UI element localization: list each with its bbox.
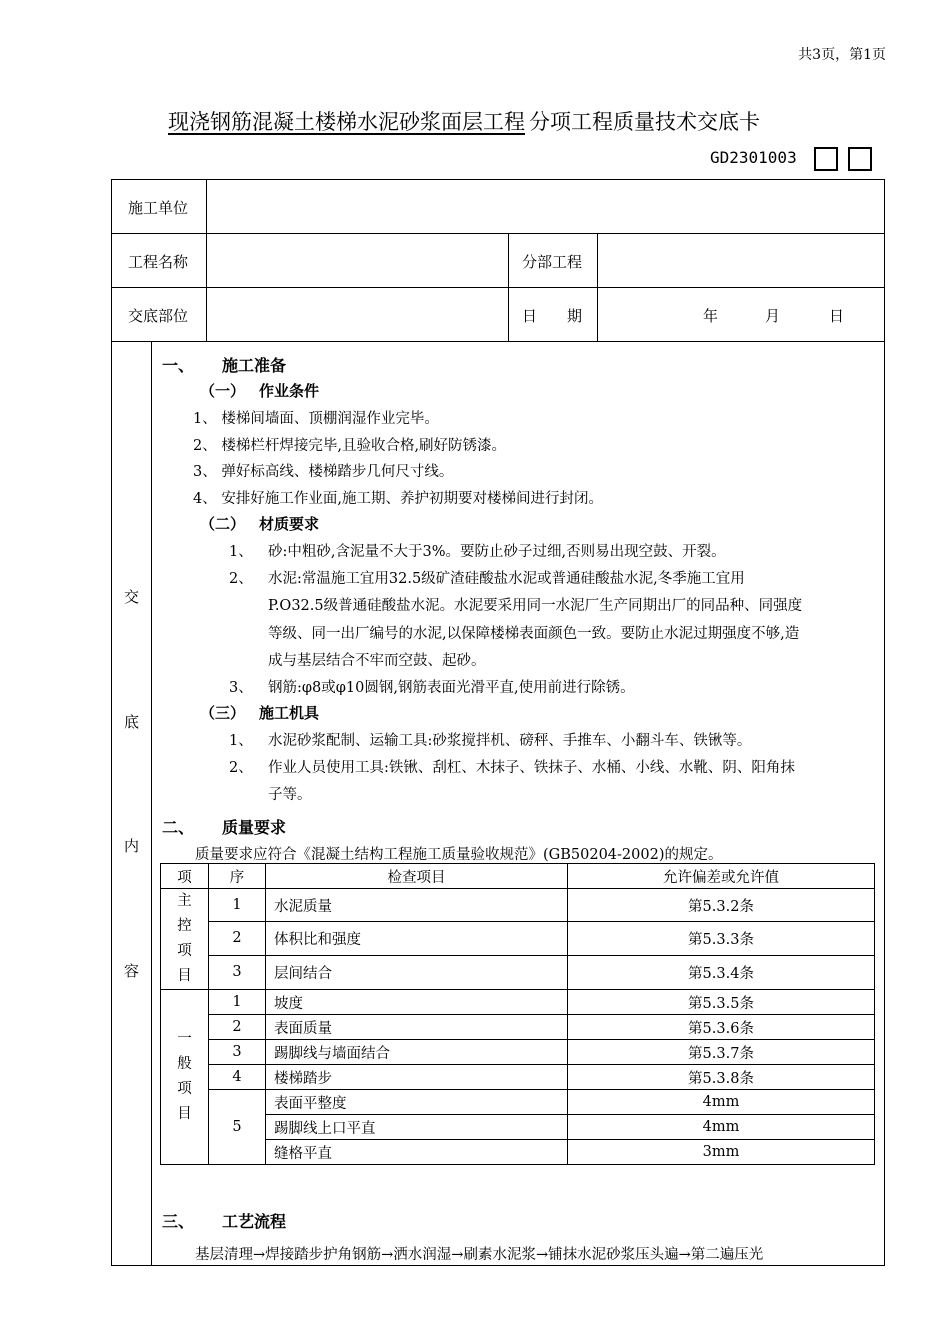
divider bbox=[597, 233, 598, 341]
check-item: 体积比和强度 bbox=[266, 922, 568, 955]
group-label-char: 一 bbox=[177, 1031, 192, 1047]
side-label-char: 底 bbox=[124, 713, 140, 731]
allowed-value: 第5.3.3条 bbox=[568, 922, 875, 955]
label-construction-unit: 施工单位 bbox=[128, 199, 189, 217]
date-year: 年 bbox=[703, 307, 719, 325]
list-item: 等级、同一出厂编号的水泥,以保障楼梯表面颜色一致。要防止水泥过期强度不够,造 bbox=[268, 626, 800, 642]
date-day: 日 bbox=[829, 307, 845, 325]
check-item: 踢脚线上口平直 bbox=[266, 1115, 568, 1140]
list-item: 水泥:常温施工宜用32.5级矿渣硅酸盐水泥或普通硅酸盐水泥,冬季施工宜用 bbox=[268, 571, 745, 587]
divider bbox=[111, 287, 884, 288]
row-number: 5 bbox=[209, 1090, 266, 1165]
label-date: 日 期 bbox=[522, 307, 583, 325]
check-item: 表面质量 bbox=[266, 1015, 568, 1040]
group-label-char: 主 bbox=[177, 893, 192, 909]
list-item: P.O32.5级普通硅酸盐水泥。水泥要采用同一水泥厂生产同期出厂的同品种、同强度 bbox=[268, 598, 803, 614]
group-label-char: 项 bbox=[177, 1081, 192, 1097]
document-code: GD2301003 bbox=[710, 148, 797, 167]
list-item: 4、 安排好施工作业面,施工期、养护初期要对楼梯间进行封闭。 bbox=[193, 491, 603, 507]
divider bbox=[151, 341, 152, 1265]
table-row bbox=[161, 1065, 875, 1090]
divider bbox=[508, 233, 509, 341]
group-label-char: 般 bbox=[177, 1056, 192, 1072]
group-label-char: 控 bbox=[177, 918, 192, 934]
allowed-value: 4mm bbox=[568, 1090, 875, 1115]
page-number: 共3页，第1页 bbox=[798, 47, 886, 63]
table-header-row bbox=[161, 864, 875, 889]
row-number: 2 bbox=[209, 922, 266, 955]
quality-table bbox=[160, 863, 875, 1165]
allowed-value: 第5.3.8条 bbox=[568, 1065, 875, 1090]
label-sub-project: 分部工程 bbox=[522, 253, 583, 271]
label-project-name: 工程名称 bbox=[128, 253, 189, 271]
list-item: 子等。 bbox=[268, 787, 312, 803]
section-heading: 一、 施工准备 bbox=[162, 356, 287, 375]
table-row bbox=[161, 1140, 875, 1165]
subsection-heading: （三） 施工机具 bbox=[200, 704, 320, 722]
checkbox-2[interactable] bbox=[848, 147, 872, 171]
list-item: 钢筋:φ8或φ10圆钢,钢筋表面光滑平直,使用前进行除锈。 bbox=[268, 680, 635, 696]
table-row bbox=[161, 1115, 875, 1140]
check-item: 坡度 bbox=[266, 990, 568, 1015]
row-number: 1 bbox=[209, 889, 266, 922]
column-header: 序 bbox=[209, 864, 266, 889]
table-row bbox=[161, 889, 875, 922]
item-number: 1、 bbox=[229, 544, 253, 560]
group-label-char: 目 bbox=[177, 1106, 192, 1122]
section-heading: 三、 工艺流程 bbox=[162, 1212, 287, 1231]
title-suffix: 分项工程质量技术交底卡 bbox=[529, 110, 760, 134]
allowed-value: 第5.3.2条 bbox=[568, 889, 875, 922]
list-item: 2、 楼梯栏杆焊接完毕,且验收合格,刷好防锈漆。 bbox=[193, 438, 507, 454]
allowed-value: 3mm bbox=[568, 1140, 875, 1165]
subsection-heading: （二） 材质要求 bbox=[200, 515, 320, 533]
item-number: 3、 bbox=[229, 680, 253, 696]
check-item: 表面平整度 bbox=[266, 1090, 568, 1115]
list-item: 作业人员使用工具:铁锹、刮杠、木抹子、铁抹子、水桶、小线、水靴、阴、阳角抹 bbox=[268, 760, 795, 776]
divider bbox=[111, 233, 884, 234]
quality-intro: 质量要求应符合《混凝土结构工程施工质量验收规范》(GB50204-2002)的规定。 bbox=[195, 847, 723, 863]
check-item: 踢脚线与墙面结合 bbox=[266, 1040, 568, 1065]
process-flow: 基层清理→焊接踏步护角钢筋→洒水润湿→刷素水泥浆→铺抹水泥砂浆压头遍→第二遍压光 bbox=[195, 1247, 764, 1263]
divider bbox=[111, 341, 884, 342]
check-item: 楼梯踏步 bbox=[266, 1065, 568, 1090]
allowed-value: 第5.3.6条 bbox=[568, 1015, 875, 1040]
group-label-general bbox=[161, 990, 209, 1165]
section-heading: 二、 质量要求 bbox=[162, 818, 287, 837]
checkbox-1[interactable] bbox=[814, 147, 838, 171]
row-number: 3 bbox=[209, 1040, 266, 1065]
column-header: 允许偏差或允许值 bbox=[568, 864, 875, 889]
date-month: 月 bbox=[765, 307, 781, 325]
allowed-value: 4mm bbox=[568, 1115, 875, 1140]
divider bbox=[206, 179, 207, 341]
table-row bbox=[161, 922, 875, 955]
table-row bbox=[161, 1015, 875, 1040]
check-item: 水泥质量 bbox=[266, 889, 568, 922]
table-row bbox=[161, 990, 875, 1015]
label-location: 交底部位 bbox=[128, 307, 189, 325]
list-item: 砂:中粗砂,含泥量不大于3%。要防止砂子过细,否则易出现空鼓、开裂。 bbox=[268, 544, 726, 560]
column-header: 项 bbox=[161, 864, 209, 889]
group-label-main bbox=[161, 889, 209, 990]
allowed-value: 第5.3.7条 bbox=[568, 1040, 875, 1065]
column-header: 检查项目 bbox=[266, 864, 568, 889]
table-row bbox=[161, 1040, 875, 1065]
list-item: 水泥砂浆配制、运输工具:砂浆搅拌机、磅秤、手推车、小翻斗车、铁锹等。 bbox=[268, 733, 752, 749]
row-number: 3 bbox=[209, 955, 266, 989]
list-item: 成与基层结合不牢而空鼓、起砂。 bbox=[268, 653, 486, 669]
check-item: 缝格平直 bbox=[266, 1140, 568, 1165]
allowed-value: 第5.3.4条 bbox=[568, 955, 875, 989]
project-title: 现浇钢筋混凝土楼梯水泥砂浆面层工程 bbox=[168, 110, 525, 134]
row-number: 2 bbox=[209, 1015, 266, 1040]
list-item: 3、 弹好标高线、楼梯踏步几何尺寸线。 bbox=[193, 464, 454, 480]
side-label-char: 内 bbox=[124, 837, 140, 855]
page-title bbox=[140, 106, 760, 136]
item-number: 2、 bbox=[229, 571, 253, 587]
row-number: 1 bbox=[209, 990, 266, 1015]
row-number: 4 bbox=[209, 1065, 266, 1090]
item-number: 1、 bbox=[229, 733, 253, 749]
group-label-char: 目 bbox=[177, 968, 192, 984]
table-row bbox=[161, 1090, 875, 1115]
side-label-char: 交 bbox=[124, 588, 140, 606]
item-number: 2、 bbox=[229, 760, 253, 776]
allowed-value: 第5.3.5条 bbox=[568, 990, 875, 1015]
subsection-heading: （一） 作业条件 bbox=[200, 382, 320, 400]
side-label-char: 容 bbox=[124, 962, 140, 980]
check-item: 层间结合 bbox=[266, 955, 568, 989]
table-row bbox=[161, 955, 875, 989]
group-label-char: 项 bbox=[177, 943, 192, 959]
list-item: 1、 楼梯间墙面、顶棚润湿作业完毕。 bbox=[193, 411, 439, 427]
